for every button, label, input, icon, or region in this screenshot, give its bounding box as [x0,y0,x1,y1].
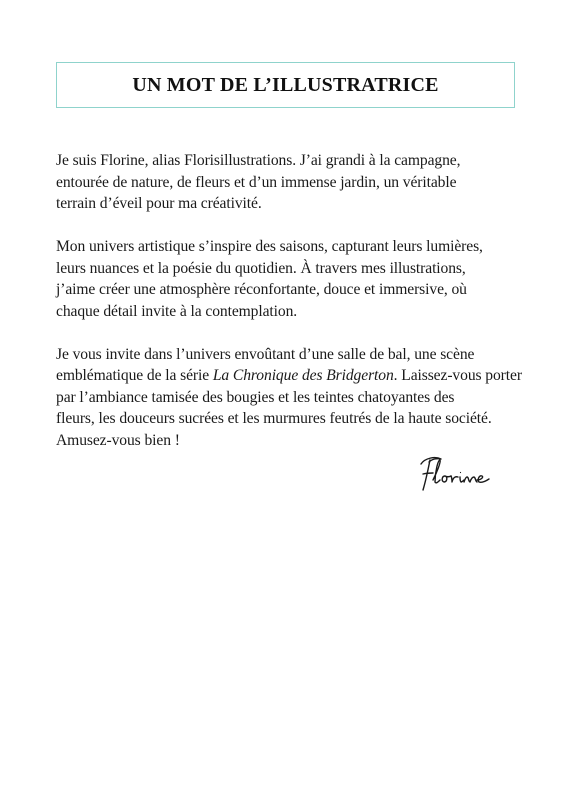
paragraph-1 [56,150,526,215]
signature [415,450,505,494]
text-line-with-series-title [56,365,526,387]
text-line: fleurs, les douceurs sucrées et les murmures feutrés de la haute société. [56,410,492,427]
text-line: leurs nuances et la poésie du quotidien. À travers mes illustrations, [56,259,466,277]
text-line: par l’ambiance tamisée des bougies et les teintes chatoyantes des [56,388,455,406]
paragraph-2 [56,236,526,322]
letter-body [56,150,526,473]
series-title: La Chronique des Bridgerton [212,367,394,384]
text-line: terrain d’éveil pour ma créativité. [56,195,262,212]
title-frame [56,62,515,108]
page-title: UN MOT DE L’ILLUSTRATRICE [132,73,439,96]
paragraph-3 [56,344,526,452]
text-line: j’aime créer une atmosphère réconfortante, douce et immersive, où [56,281,467,298]
text-segment: emblématique de la série [56,367,213,384]
text-line: Je suis Florine, alias Florisillustrations. J’ai grandi à la campagne, [56,152,461,169]
text-line: entourée de nature, de fleurs et d’un immense jardin, un véritable [56,173,457,191]
text-line: Amusez-vous bien ! [56,431,180,449]
text-line: Mon univers artistique s’inspire des saisons, capturant leurs lumières, [56,238,483,255]
text-line: Je vous invite dans l’univers envoûtant d’une salle de bal, une scène [56,345,475,363]
text-line: chaque détail invite à la contemplation. [56,302,298,320]
text-segment: . Laissez-vous porter [393,367,522,384]
